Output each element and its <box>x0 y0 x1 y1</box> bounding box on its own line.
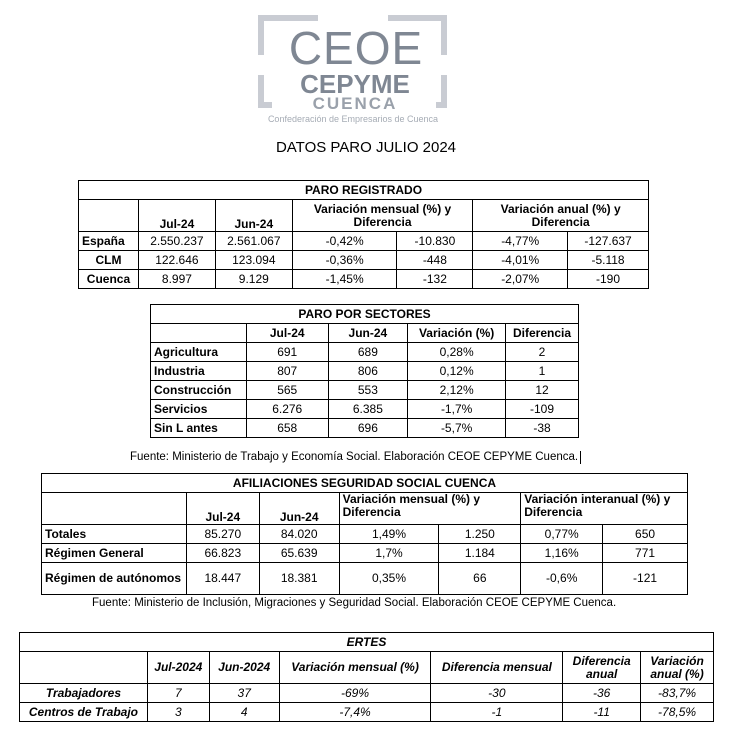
cell: -36 <box>563 684 641 703</box>
header-jul: Jul-2024 <box>147 652 209 684</box>
cell: 0,12% <box>408 362 506 381</box>
header-variacion: Variación (%) <box>408 324 506 343</box>
cell: 8.997 <box>138 270 215 289</box>
header-diferencia-mensual: Diferencia mensual <box>431 652 563 684</box>
cell: 696 <box>328 419 408 438</box>
cell: -0,42% <box>292 232 397 251</box>
cell: 2.550.237 <box>138 232 215 251</box>
cell: 689 <box>328 343 408 362</box>
header-variacion-interanual: Variación interanual (%) y Diferencia <box>521 493 688 525</box>
row-label: Régimen General <box>42 544 187 563</box>
logo-cepyme-text: CEPYME <box>300 69 410 99</box>
cell: -5,7% <box>408 419 506 438</box>
header-variacion-anual: Variación anual (%) <box>641 652 714 684</box>
table-row <box>20 684 714 703</box>
cell: -448 <box>397 251 473 270</box>
logo-cuenca-text: CUENCA <box>312 94 398 113</box>
ceoe-cepyme-logo <box>258 15 448 125</box>
cell: 37 <box>209 684 279 703</box>
cell: -1,45% <box>292 270 397 289</box>
cell: 1.250 <box>439 525 521 544</box>
cell: 658 <box>246 419 328 438</box>
cell: 3 <box>147 703 209 722</box>
cell: 7 <box>147 684 209 703</box>
row-label: Trabajadores <box>20 684 148 703</box>
cell: 122.646 <box>138 251 215 270</box>
header-jun: Jun-2024 <box>209 652 279 684</box>
cell: -38 <box>506 419 579 438</box>
cell: 691 <box>246 343 328 362</box>
logo-ceoe-text: CEOE <box>288 22 424 74</box>
cell: -0,36% <box>292 251 397 270</box>
cell: 1.184 <box>439 544 521 563</box>
row-label: Agricultura <box>151 343 247 362</box>
table-title: PARO REGISTRADO <box>79 181 649 200</box>
paro-sectores-table <box>150 304 579 438</box>
table-row <box>79 270 649 289</box>
header-diferencia-anual: Diferencia anual <box>563 652 641 684</box>
cell: 18.447 <box>186 563 259 595</box>
table-title: ERTES <box>20 633 714 652</box>
cell: 0,77% <box>521 525 603 544</box>
cell: -0,6% <box>521 563 603 595</box>
header-empty <box>79 200 139 232</box>
row-label: España <box>79 232 139 251</box>
row-label: Industria <box>151 362 247 381</box>
cell: -190 <box>568 270 649 289</box>
cell: -10.830 <box>397 232 473 251</box>
cell: -4,01% <box>473 251 568 270</box>
header-empty <box>20 652 148 684</box>
table-row <box>79 232 649 251</box>
cell: 565 <box>246 381 328 400</box>
header-variacion-anual: Variación anual (%) y Diferencia <box>473 200 649 232</box>
header-jun: Jun-24 <box>215 200 292 232</box>
cell: 2.561.067 <box>215 232 292 251</box>
table-row <box>151 343 579 362</box>
cell: 1,49% <box>339 525 439 544</box>
header-variacion-mensual: Variación mensual (%) y Diferencia <box>292 200 473 232</box>
cell: 12 <box>506 381 579 400</box>
cell: 18.381 <box>259 563 339 595</box>
cell: -1 <box>431 703 563 722</box>
header-jun: Jun-24 <box>328 324 408 343</box>
header-diferencia: Diferencia <box>506 324 579 343</box>
table-title: PARO POR SECTORES <box>151 305 579 324</box>
table-row <box>79 251 649 270</box>
header-jun: Jun-24 <box>259 493 339 525</box>
cell: -127.637 <box>568 232 649 251</box>
page-title: DATOS PARO JULIO 2024 <box>275 139 457 156</box>
cell: 65.639 <box>259 544 339 563</box>
row-label: Servicios <box>151 400 247 419</box>
cell: -1,7% <box>408 400 506 419</box>
cell: 6.276 <box>246 400 328 419</box>
header-empty <box>42 493 187 525</box>
row-label: Centros de Trabajo <box>20 703 148 722</box>
cell: 1 <box>506 362 579 381</box>
cell: -2,07% <box>473 270 568 289</box>
cell: 807 <box>246 362 328 381</box>
row-label: Cuenca <box>79 270 139 289</box>
header-jul: Jul-24 <box>138 200 215 232</box>
cell: 9.129 <box>215 270 292 289</box>
table-row <box>151 400 579 419</box>
cell: -132 <box>397 270 473 289</box>
afiliaciones-table <box>41 473 688 595</box>
table-row <box>42 544 688 563</box>
cell: 2 <box>506 343 579 362</box>
cell: -5.118 <box>568 251 649 270</box>
cell: 553 <box>328 381 408 400</box>
ertes-table <box>19 632 714 722</box>
cell: 0,28% <box>408 343 506 362</box>
cell: 771 <box>603 544 688 563</box>
table-row <box>151 419 579 438</box>
table-title: AFILIACIONES SEGURIDAD SOCIAL CUENCA <box>42 474 688 493</box>
table-row <box>151 362 579 381</box>
cell: -69% <box>279 684 431 703</box>
table-row <box>42 563 688 595</box>
cell: 123.094 <box>215 251 292 270</box>
cell: -83,7% <box>641 684 714 703</box>
row-label: Régimen de autónomos <box>42 563 187 595</box>
cell: 85.270 <box>186 525 259 544</box>
cell: -30 <box>431 684 563 703</box>
cell: 1,7% <box>339 544 439 563</box>
cell: -109 <box>506 400 579 419</box>
cell: 66.823 <box>186 544 259 563</box>
header-jul: Jul-24 <box>186 493 259 525</box>
cell: -7,4% <box>279 703 431 722</box>
header-variacion-mensual: Variación mensual (%) <box>279 652 431 684</box>
table-row <box>42 525 688 544</box>
cell: 650 <box>603 525 688 544</box>
row-label: Sin L antes <box>151 419 247 438</box>
cell: 4 <box>209 703 279 722</box>
cell: 84.020 <box>259 525 339 544</box>
cell: 2,12% <box>408 381 506 400</box>
cell: -11 <box>563 703 641 722</box>
cell: 806 <box>328 362 408 381</box>
fuente-trabajo: Fuente: Ministerio de Trabajo y Economía Social. Elaboración CEOE CEPYME Cuenca. <box>130 451 581 464</box>
row-label: Construcción <box>151 381 247 400</box>
cell: 0,35% <box>339 563 439 595</box>
paro-registrado-table <box>78 180 649 289</box>
cell: 1,16% <box>521 544 603 563</box>
logo-tagline: Confederación de Empresarios de Cuenca <box>267 114 439 124</box>
cell: -4,77% <box>473 232 568 251</box>
header-empty <box>151 324 247 343</box>
cell: 66 <box>439 563 521 595</box>
cell: -78,5% <box>641 703 714 722</box>
fuente-inclusion: Fuente: Ministerio de Inclusión, Migraciones y Seguridad Social. Elaboración CEOE CEPYME Cuenca. <box>92 597 617 609</box>
header-variacion-mensual: Variación mensual (%) y Diferencia <box>339 493 521 525</box>
cell: -121 <box>603 563 688 595</box>
row-label: Totales <box>42 525 187 544</box>
header-jul: Jul-24 <box>246 324 328 343</box>
cell: 6.385 <box>328 400 408 419</box>
row-label: CLM <box>79 251 139 270</box>
table-row <box>151 381 579 400</box>
table-row <box>20 703 714 722</box>
